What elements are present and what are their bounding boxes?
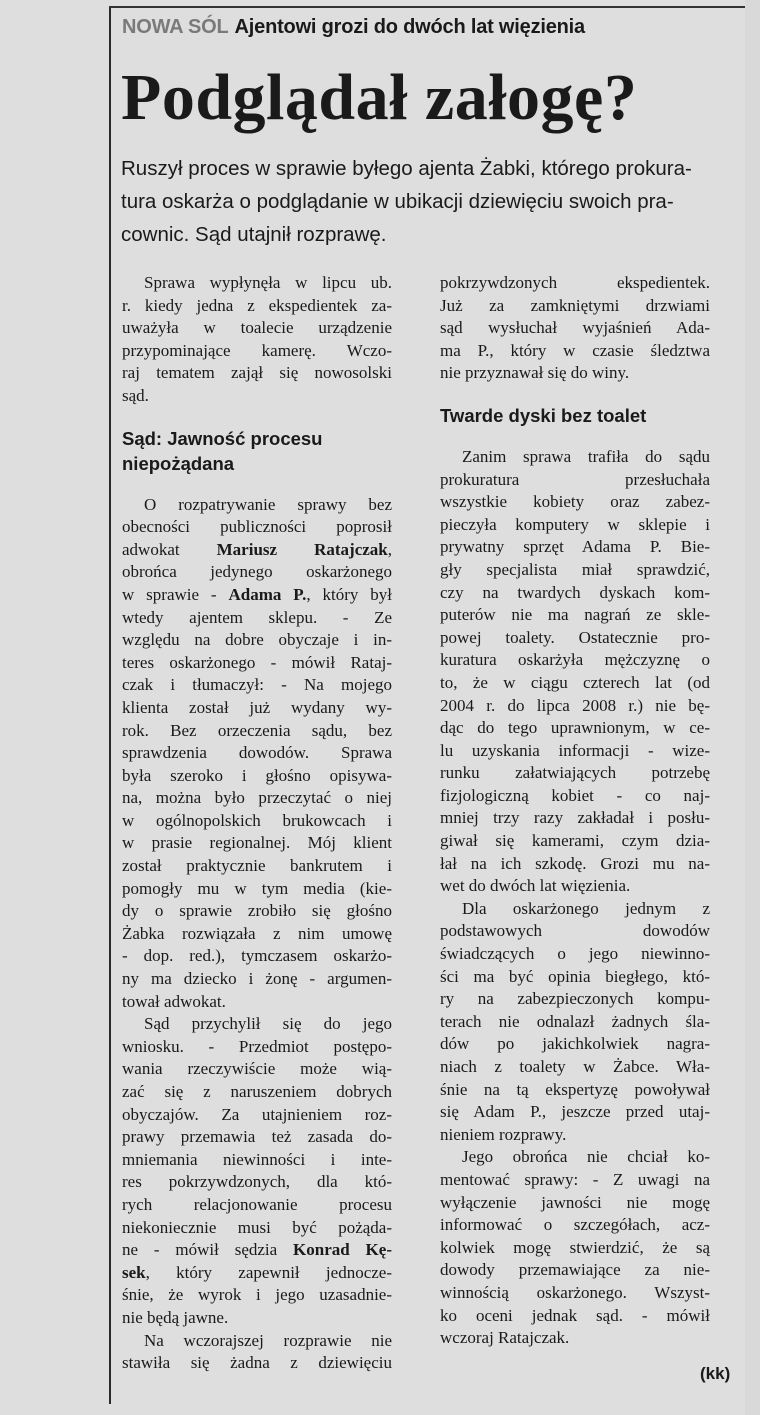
body-line: Żabka rozwiązała z nim umowę [122, 923, 392, 943]
body-line: ma P., który w czasie śledztwa [440, 340, 710, 360]
body-line: wczoraj Ratajczak. [440, 1328, 570, 1348]
body-line: - dop. red.), tymczasem oskarżo- [122, 946, 392, 966]
body-line: dy o sprawie zrobiło się głośno [122, 901, 392, 921]
body-line: niach z toalety w Żabce. Wła- [440, 1057, 710, 1076]
body-line: runku załatwiających potrzebę [440, 763, 710, 783]
judge-name: Konrad Kę- [293, 1240, 392, 1260]
headline: Podglądał załogę? [121, 61, 638, 134]
body-line: mniej trzy razy zakładał i posłu- [440, 808, 710, 828]
body-line: rok. Bez orzeczenia sądu, bez [122, 720, 392, 740]
body-line: sąd. [122, 385, 149, 405]
body-line: obyczajów. Za utajnieniem roz- [122, 1104, 392, 1124]
body-line: klienta został już wydany wy- [122, 697, 392, 717]
subheading: Twarde dyski bez toalet [440, 404, 647, 426]
body-line: ny ma dziecko i żonę - argumen- [122, 969, 392, 989]
kicker [122, 16, 585, 39]
body-line: czy na twardych dyskach kom- [440, 582, 710, 602]
left-rule [109, 8, 111, 1404]
body-line: winnością oskarżonego. Wszyst- [440, 1282, 710, 1302]
body-line: wania rzeczywiście może wią- [122, 1059, 392, 1079]
body-line: czak i tłumaczył: - Na mojego [122, 675, 392, 695]
body-line: kolwiek mogę stwierdzić, że są [440, 1237, 710, 1257]
judge-name-cont: sek [122, 1262, 146, 1282]
defendant-name: Adama P. [228, 584, 307, 604]
body-line: względu na dobre obyczaje i in- [122, 630, 392, 650]
lead-line: tura oskarża o podglądanie w ubikacji dziewięciu swoich pra- [121, 190, 674, 213]
body-line: uważyła w toalecie urządzenie [122, 318, 392, 338]
body-line: fizjologiczną kobiet - co naj- [440, 785, 710, 805]
body-line: 2004 r. do lipca 2008 r.) nie bę- [440, 695, 710, 715]
body-line: wszystkie kobiety oraz zabez- [440, 492, 710, 512]
body-line: sprawdzenia dowodów. Sprawa [122, 743, 392, 763]
body-line: Sąd przychylił się do jego [144, 1014, 392, 1034]
kicker-place: NOWA SÓL [122, 16, 229, 38]
body-line: się Adam P., jeszcze przed utaj- [440, 1102, 710, 1122]
body-line: ści ma być opinia biegłego, któ- [440, 966, 710, 986]
body-line: w sprawie - Adama P., który był [122, 584, 393, 604]
top-rule [109, 6, 745, 8]
body-line: tował adwokat. [122, 991, 226, 1011]
body-line: nie przyznawał się do winy. [440, 363, 630, 383]
subheading: Sąd: Jawność procesu [122, 427, 323, 449]
body-line: dąc do tego uprawnionym, w ce- [440, 718, 710, 738]
body-line: kuratura oskarżyła mężczyznę o [440, 650, 710, 670]
body-line: terach nie odnalazł żadnych śla- [440, 1011, 710, 1031]
body-line: ne - mówił sędzia Konrad Kę- [122, 1240, 392, 1260]
body-line: na, można było przeczytać o niej [122, 788, 392, 808]
body-line: to, że w ciągu czterech lat (od [440, 672, 710, 692]
body-line: rych relacjonowanie procesu [122, 1194, 392, 1214]
body-line: pomogły mu w tym media (kie- [122, 878, 392, 898]
body-line: obrońca jedynego oskarżonego [122, 562, 392, 582]
body-line: prokuratura przesłuchała [440, 469, 710, 489]
lawyer-name: Mariusz Ratajczak [216, 539, 388, 559]
body-line: stawiła się żadna z dziewięciu [122, 1353, 392, 1373]
body-line: pieczyła komputery w sklepie i [440, 514, 710, 534]
body-line: mniemania niewinności i inte- [122, 1149, 392, 1169]
body-line: sek, który zapewnił jednocze- [122, 1262, 392, 1282]
body-line: ko oceni jednak sąd. - mówił [440, 1305, 710, 1325]
body-line: informować o szczegółach, acz- [440, 1215, 710, 1235]
body-line: prywatny sprzęt Adama P. Bie- [440, 537, 710, 557]
body-line: O rozpatrywanie sprawy bez [144, 494, 392, 514]
body-line: nie będą jawne. [122, 1307, 229, 1327]
body-line: adwokat Mariusz Ratajczak, [122, 539, 393, 559]
body-line: w prasie regionalnej. Mój klient [122, 833, 392, 853]
body-line: teres oskarżonego - mówił Rataj- [122, 652, 392, 672]
body-line: prawy przemawia też zasada do- [122, 1127, 392, 1147]
body-line: śnie, że wyrok i jego uzasadnie- [122, 1285, 392, 1305]
lead-line: cownic. Sąd utajnił rozprawę. [121, 223, 387, 246]
body-line: w ogólnopolskich brukowcach i [122, 810, 392, 830]
body-line: res pokrzywdzonych, dla któ- [122, 1172, 392, 1192]
body-line: puterów nie ma nagrań ze skle- [440, 605, 710, 625]
body-line: łał na ich szkodę. Grozi mu na- [440, 853, 710, 873]
body-line: mentować sprawy: - Z uwagi na [440, 1169, 710, 1189]
body-line: raj tematem zajął się nowosolski [122, 363, 392, 383]
body-line: Zanim sprawa trafiła do sądu [462, 446, 710, 466]
body-line: lu uzyskania informacji - wize- [440, 740, 710, 760]
body-line: podstawowych dowodów [440, 921, 710, 941]
body-line: został praktycznie bankrutem i [122, 856, 392, 876]
body-line: wtedy ajentem sklepu. - Ze [122, 607, 392, 627]
body-line: powej toalety. Ostatecznie pro- [440, 627, 710, 647]
body-line: giwał się kamerami, czym dzia- [440, 831, 710, 851]
lead-paragraph [121, 152, 736, 251]
body-line: Sprawa wypłynęła w lipcu ub. [144, 273, 392, 292]
body-line: r. kiedy jedna z ekspedientek za- [122, 295, 392, 315]
body-line: sąd wysłuchał wyjaśnień Ada- [440, 318, 710, 338]
body-line: Już za zamkniętymi drzwiami [440, 295, 710, 315]
left-column [122, 272, 392, 1375]
right-column [440, 272, 710, 1350]
body-line: wniosku. - Przedmiot postępo- [122, 1036, 392, 1056]
body-line: przypominające kamerę. Wczo- [122, 340, 392, 360]
body-line: świadczących o jego niewinno- [440, 944, 710, 964]
body-line: ry na zabezpieczonych kompu- [440, 989, 710, 1009]
body-line: Na wczorajszej rozprawie nie [144, 1330, 392, 1350]
body-line: obecności publiczności poprosił [122, 517, 392, 537]
body-line: nieniem rozprawy. [440, 1124, 567, 1144]
body-line: niekoniecznie musi być pożąda- [122, 1217, 392, 1237]
body-line: zać się z naruszeniem dobrych [122, 1082, 392, 1101]
body-line: Jego obrońca nie chciał ko- [462, 1147, 710, 1167]
body-line: była szeroko i głośno opisywa- [122, 765, 392, 785]
body-line: gły specjalista miał sprawdzić, [440, 559, 710, 579]
body-line: Dla oskarżonego jednym z [462, 898, 710, 918]
body-line: pokrzywdzonych ekspedientek. [440, 273, 710, 292]
body-line: wyłączenie jawności nie mogę [440, 1192, 710, 1212]
body-line: śnie na tą ekspertyzę powoływał [440, 1079, 710, 1099]
kicker-text: Ajentowi grozi do dwóch lat więzienia [234, 16, 585, 38]
subheading: niepożądana [122, 452, 235, 474]
body-line: dowody przemawiające za nie- [440, 1260, 710, 1280]
body-line: dów po jakichkolwiek nagra- [440, 1034, 710, 1054]
lead-line: Ruszył proces w sprawie byłego ajenta Żabki, którego prokura- [121, 157, 692, 180]
author-signature: (kk) [700, 1364, 731, 1383]
body-line: wet do dwóch lat więzienia. [440, 876, 631, 896]
